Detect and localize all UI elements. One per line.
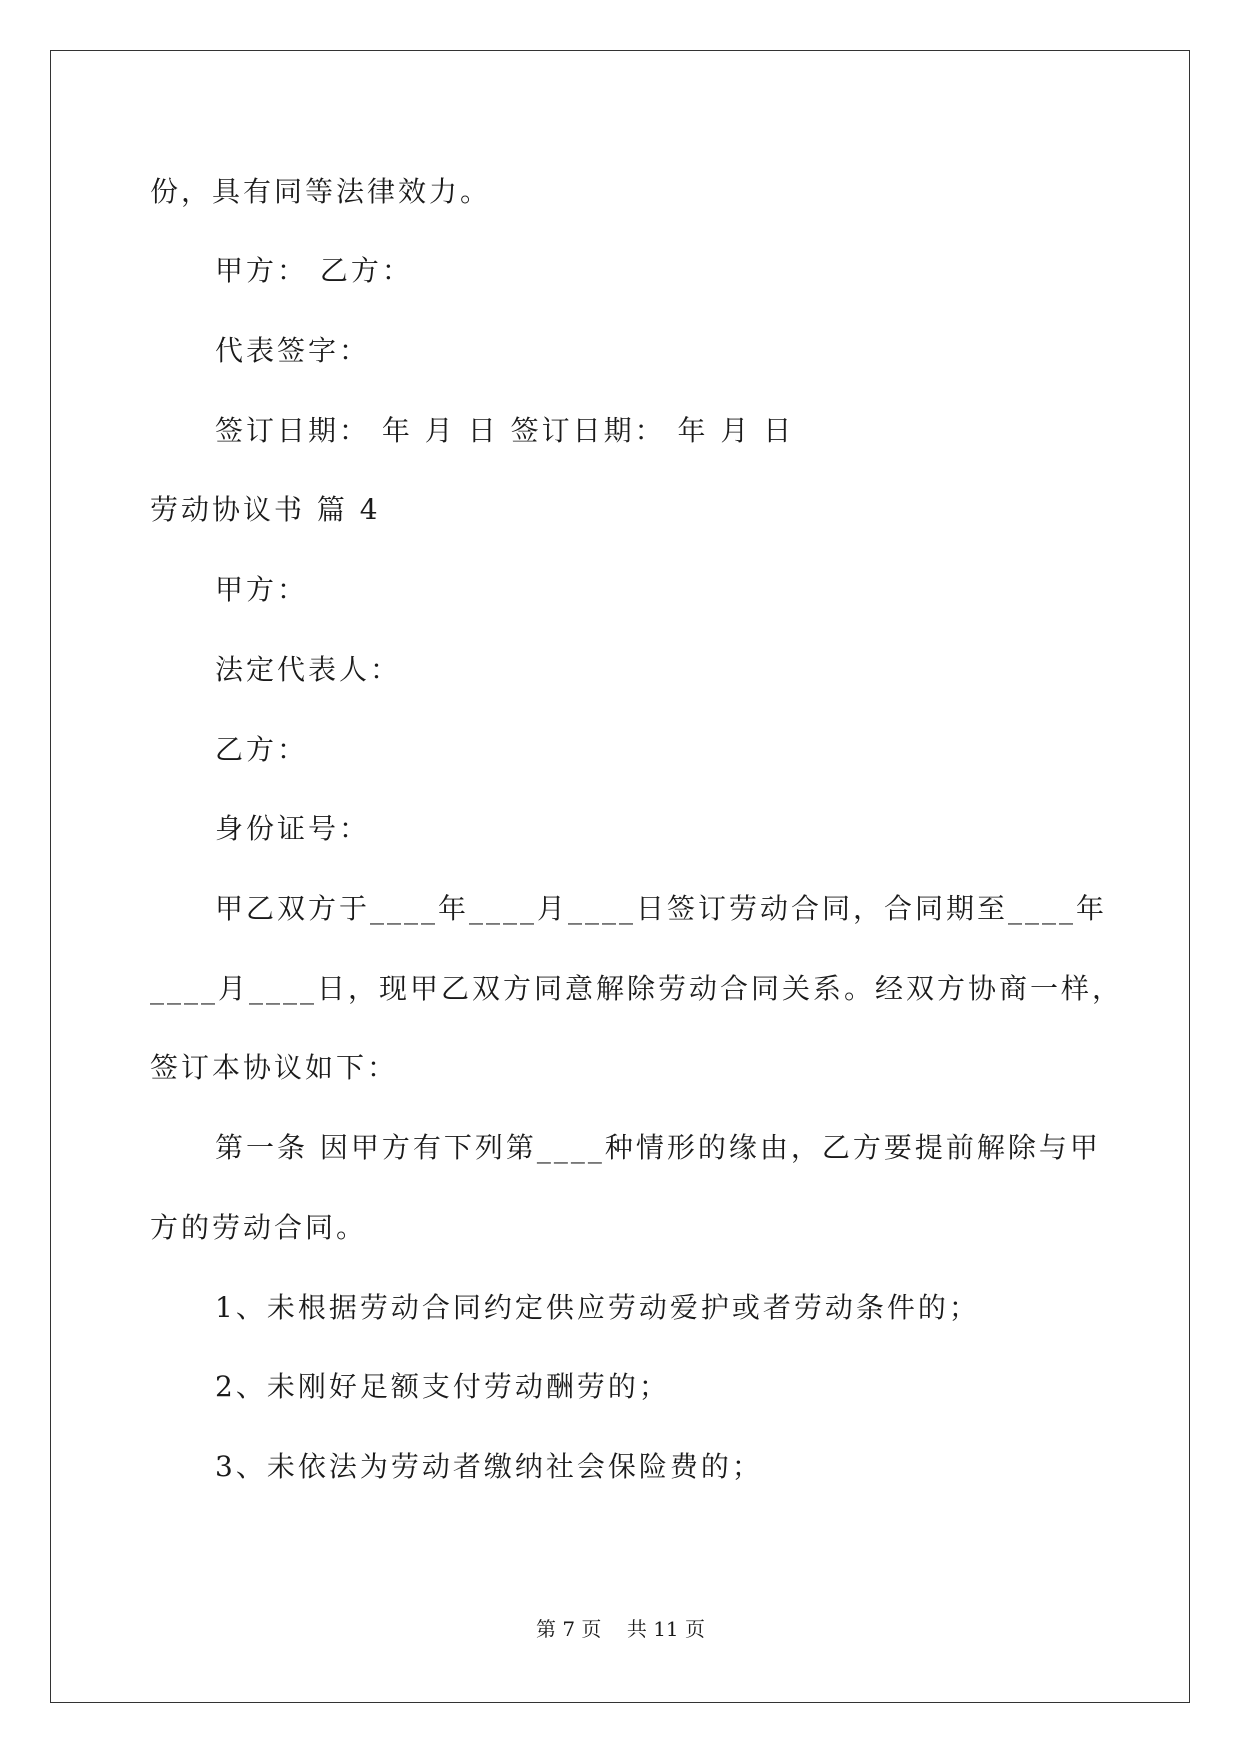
text-line: 甲方： [215,573,309,606]
text-line: 份，具有同等法律效力。 [150,175,492,208]
text-line: 第一条 因甲方有下列第____种情形的缘由，乙方要提前解除与甲 [215,1131,1101,1164]
text-line: 2、未刚好足额支付劳动酬劳的； [215,1370,670,1403]
text-line: 法定代表人： [215,653,402,686]
text-line: 3、未依法为劳动者缴纳社会保险费的； [215,1450,763,1483]
text-line: 签订本协议如下： [150,1051,399,1084]
text-line: 甲方： 乙方： [215,254,413,287]
text-line: 乙方： [215,733,309,766]
text-line: 代表签字： [215,334,371,367]
text-line: 1、未根据劳动合同约定供应劳动爱护或者劳动条件的； [215,1291,980,1324]
page-number: 第 7 页 共 11 页 [535,1617,706,1641]
text-line: 方的劳动合同。 [150,1211,368,1244]
text-line: 身份证号： [215,812,371,845]
text-line: 甲乙双方于____年____月____日签订劳动合同，合同期至____年 [215,892,1108,925]
section-heading: 劳动协议书 篇 4 [150,493,381,526]
text-line: 签订日期： 年 月 日 签订日期： 年 月 日 [215,414,795,447]
text-line: ____月____日，现甲乙双方同意解除劳动合同关系。经双方协商一样， [150,972,1124,1005]
